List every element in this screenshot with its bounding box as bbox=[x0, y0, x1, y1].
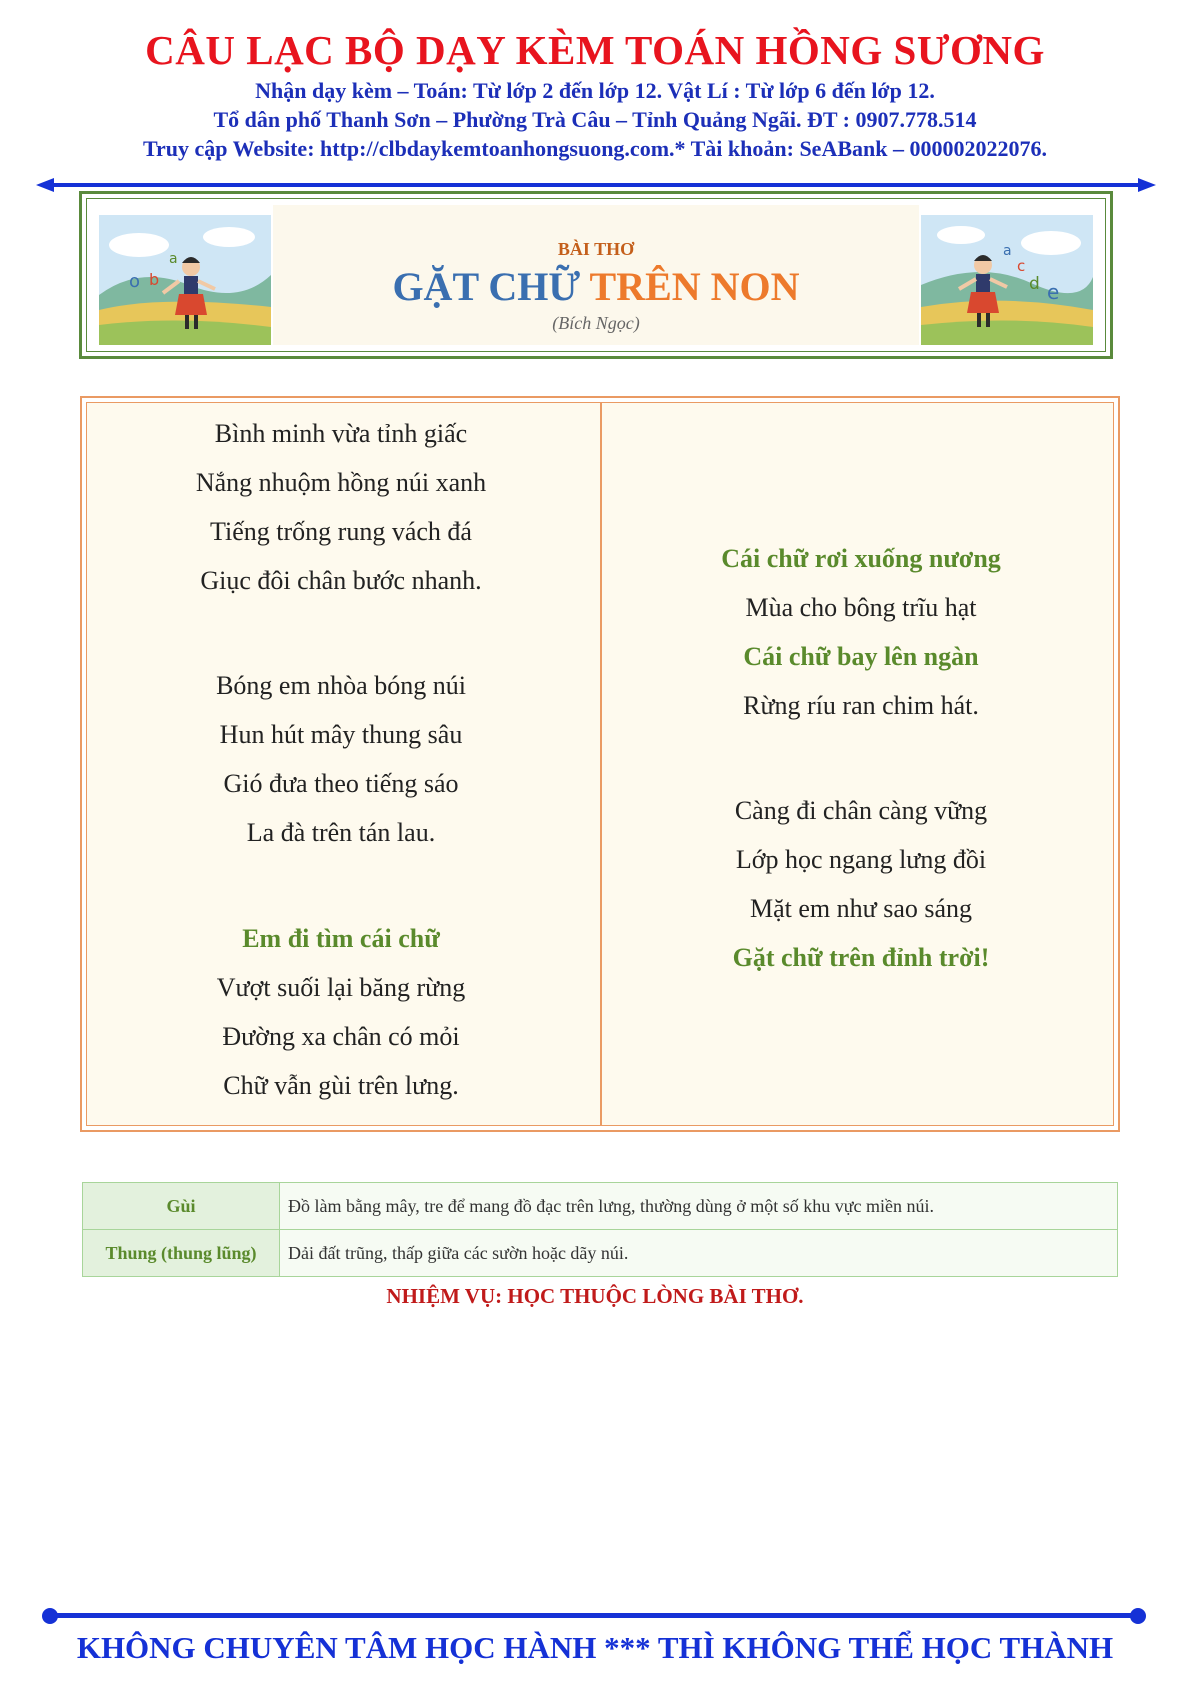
poem-line: Chữ vẫn gùi trên lưng. bbox=[223, 1071, 459, 1100]
poem-box bbox=[80, 396, 1120, 1132]
letter-icon: c bbox=[1017, 257, 1026, 275]
double-arrow-divider bbox=[36, 178, 1156, 192]
poem-title bbox=[273, 263, 919, 310]
poem-line: Bình minh vừa tỉnh giấc bbox=[214, 419, 468, 448]
poem-line: Rừng ríu ran chim hát. bbox=[743, 691, 979, 720]
poem-line-highlight: Em đi tìm cái chữ bbox=[242, 924, 440, 953]
letter-icon: a bbox=[1003, 243, 1012, 259]
letter-icon: a bbox=[169, 251, 178, 267]
girl-illustration-right bbox=[921, 215, 1093, 345]
poem-line: Càng đi chân càng vững bbox=[734, 796, 988, 825]
poem-line: Mùa cho bông trĩu hạt bbox=[745, 593, 977, 622]
poem-line: Mặt em như sao sáng bbox=[749, 894, 973, 923]
dot-icon bbox=[1130, 1608, 1146, 1624]
girl-illustration-left bbox=[99, 215, 271, 345]
poem-line: Lớp học ngang lưng đồi bbox=[735, 845, 987, 874]
club-title: CÂU LẠC BỘ DẠY KÈM TOÁN HỒNG SƯƠNG bbox=[145, 27, 1045, 73]
poem-line: Đường xa chân có mỏi bbox=[222, 1022, 460, 1051]
poem-line: Bóng em nhòa bóng núi bbox=[216, 671, 466, 700]
poem-line: Tiếng trống rung vách đá bbox=[210, 517, 472, 546]
poem-line-highlight: Cái chữ bay lên ngàn bbox=[743, 642, 979, 671]
poem-line: Hun hút mây thung sâu bbox=[219, 720, 463, 749]
poem-title-part1: GẶT CHỮ bbox=[392, 264, 581, 309]
footer-motto: KHÔNG CHUYÊN TÂM HỌC HÀNH *** THÌ KHÔNG THỂ HỌC THÀNH bbox=[76, 1630, 1114, 1665]
poem-line: Giục đôi chân bước nhanh. bbox=[200, 566, 482, 595]
poem-title-part2: TRÊN NON bbox=[589, 264, 800, 309]
glossary-table bbox=[82, 1182, 1118, 1277]
arrow-right-icon bbox=[1138, 178, 1156, 192]
poem-title-box bbox=[79, 191, 1113, 359]
letter-icon: o bbox=[129, 271, 141, 292]
poem-line: Vượt suối lại băng rừng bbox=[216, 973, 466, 1002]
column-divider bbox=[600, 403, 602, 1125]
poem-line: Nắng nhuộm hồng núi xanh bbox=[195, 468, 487, 497]
task-instruction: NHIỆM VỤ: HỌC THUỘC LÒNG BÀI THƠ. bbox=[386, 1284, 804, 1308]
header-subtitle-2: Tổ dân phố Thanh Sơn – Phường Trà Câu – Tỉnh Quảng Ngãi. ĐT : 0907.778.514 bbox=[213, 107, 977, 132]
poem-author: (Bích Ngọc) bbox=[552, 313, 640, 333]
glossary-definition: Dải đất trũng, thấp giữa các sườn hoặc dãy núi. bbox=[280, 1230, 1118, 1277]
header-subtitle-1: Nhận dạy kèm – Toán: Từ lớp 2 đến lớp 12. Vật Lí : Từ lớp 6 đến lớp 12. bbox=[255, 78, 935, 103]
glossary-row bbox=[83, 1183, 1118, 1230]
letter-icon: d bbox=[1029, 274, 1040, 294]
letter-icon: b bbox=[149, 270, 160, 289]
poem-line: La đà trên tán lau. bbox=[246, 818, 436, 847]
glossary-term: Thung (thung lũng) bbox=[83, 1230, 280, 1277]
footer-divider bbox=[42, 1608, 1146, 1624]
glossary-term: Gùi bbox=[83, 1183, 280, 1230]
poem-line-highlight: Gặt chữ trên đỉnh trời! bbox=[732, 943, 990, 972]
glossary-definition: Đồ làm bằng mây, tre để mang đồ đạc trên lưng, thường dùng ở một số khu vực miền núi. bbox=[280, 1183, 1118, 1230]
poem-label: BÀI THƠ bbox=[557, 239, 635, 259]
glossary-row bbox=[83, 1230, 1118, 1277]
title-panel bbox=[273, 205, 919, 345]
header-subtitle-3: Truy cập Website: http://clbdaykemtoanhongsuong.com.* Tài khoản: SeABank – 000002022076. bbox=[143, 136, 1047, 161]
letter-icon: e bbox=[1047, 280, 1060, 304]
poem-line-highlight: Cái chữ rơi xuống nương bbox=[721, 544, 1001, 573]
poem-line: Gió đưa theo tiếng sáo bbox=[223, 769, 459, 798]
